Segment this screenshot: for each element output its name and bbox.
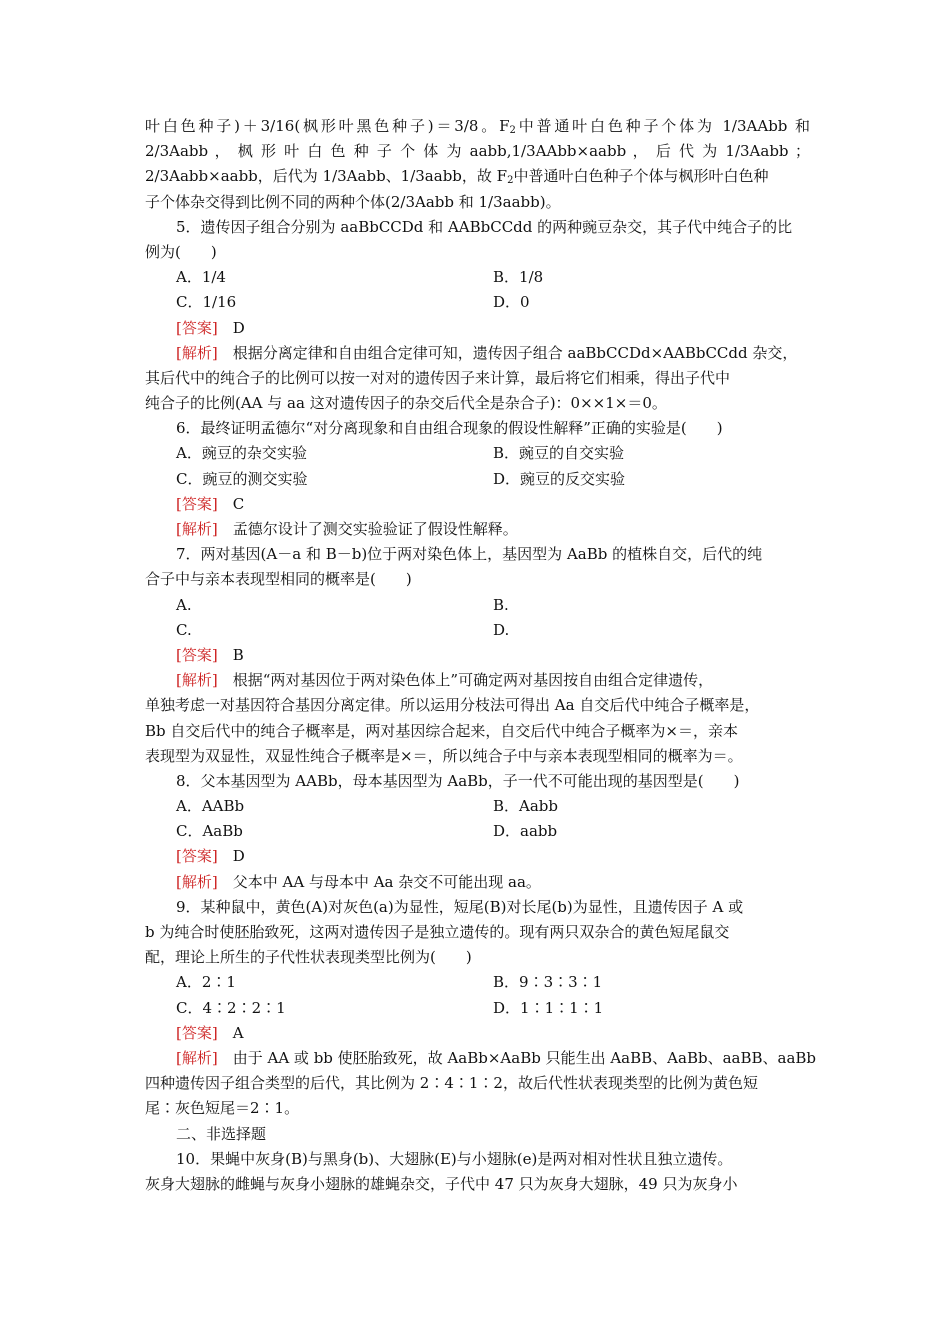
answer-tag: [答案] xyxy=(176,1023,218,1042)
answer-value: A xyxy=(232,1023,244,1042)
intro-text: 叶白色种子)＋3/16(枫形叶黑色种子)＝3/8。F xyxy=(145,117,510,135)
intro-text: 中普通叶白色种子个体为 1/3AAbb 和 xyxy=(515,117,810,135)
answer-value: B xyxy=(232,645,244,664)
document-page xyxy=(145,114,817,1197)
analysis-line: 纯合子的比例(AA 与 aa 这对遗传因子的杂交后代全是杂合子)：0××1×＝0。 xyxy=(145,394,667,413)
option-d: D．1∶1∶1∶1 xyxy=(493,998,604,1017)
question-stem: 例为( ) xyxy=(145,242,217,261)
intro-line-3 xyxy=(145,164,810,189)
answer-line xyxy=(145,492,810,517)
option-b: B．9∶3∶3∶1 xyxy=(493,973,603,992)
question-6 xyxy=(145,416,810,542)
option-c: C．4∶2∶2∶1 xyxy=(176,998,286,1017)
answer-line xyxy=(145,844,810,869)
option-a: A．1/4 xyxy=(176,268,226,287)
option-d: D．aabb xyxy=(493,822,558,841)
options-row xyxy=(145,265,810,290)
analysis-text: 根据“两对基因位于两对染色体上”可确定两对基因按自由组合定律遗传， xyxy=(232,671,714,690)
analysis-tag: [解析] xyxy=(176,343,218,362)
answer-tag: [答案] xyxy=(176,318,218,337)
analysis-tag: [解析] xyxy=(176,671,218,690)
analysis-text: 根据分离定律和自由组合定律可知，遗传因子组合 aaBbCCDd×AABbCCdd 杂交， xyxy=(232,343,798,362)
question-stem: 合子中与亲本表现型相同的概率是( ) xyxy=(145,570,412,589)
answer-line xyxy=(145,316,810,341)
analysis-text: 孟德尔设计了测交实验验证了假设性解释。 xyxy=(232,520,518,538)
section-heading: 二、非选择题 xyxy=(176,1124,267,1143)
option-a: A．AABb xyxy=(176,797,245,816)
analysis-line: 表现型为双显性，双显性纯合子概率是×＝，所以纯合子中与亲本表现型相同的概率为＝。 xyxy=(145,746,743,765)
options-row xyxy=(145,819,810,844)
question-stem: 配，理论上所生的子代性状表现类型比例为( ) xyxy=(145,948,472,967)
subscript: 2 xyxy=(507,175,514,187)
options-row xyxy=(145,618,810,643)
analysis-line: 单独考虑一对基因符合基因分离定律。所以运用分枝法可得出 Aa 自交后代中纯合子概率是， xyxy=(145,696,760,715)
analysis-line xyxy=(145,517,810,542)
option-d: D．豌豆的反交实验 xyxy=(493,469,626,488)
question-stem: 9．某种鼠中，黄色(A)对灰色(a)为显性，短尾(B)对长尾(b)为显性，且遗传因子 A 或 xyxy=(176,897,744,916)
question-stem: 7．两对基因(A－a 和 B－b)位于两对染色体上，基因型为 AaBb 的植株自交，后代的纯 xyxy=(176,545,763,564)
intro-line-2: 2/3Aabb ， 枫 形 叶 白 色 种 子 个 体 为 aabb,1/3AAbb×aabb ， 后 代 为 1/3Aabb ； xyxy=(145,142,810,161)
answer-line xyxy=(145,643,810,668)
analysis-text: 由于 AA 或 bb 使胚胎致死，故 AaBb×AaBb 只能生出 AaBB、AaBb、aaBB、aaBb xyxy=(232,1048,817,1067)
analysis-tag: [解析] xyxy=(176,872,218,891)
option-b: B. xyxy=(493,595,509,614)
option-b: B．豌豆的自交实验 xyxy=(493,444,625,463)
intro-text: 中普通叶白色种子个体与枫形叶白色种 xyxy=(513,167,769,186)
analysis-text: 父本中 AA 与母本中 Aa 杂交不可能出现 aa。 xyxy=(232,872,541,891)
option-c: C. xyxy=(176,620,192,639)
answer-value: C xyxy=(232,494,245,513)
question-stem: 灰身大翅脉的雌蝇与灰身小翅脉的雄蝇杂交，子代中 47 只为灰身大翅脉，49 只为灰身小 xyxy=(145,1174,738,1193)
option-c: C．1/16 xyxy=(176,293,237,312)
intro-line-4: 子个体杂交得到比例不同的两种个体(2/3Aabb 和 1/3aabb)。 xyxy=(145,192,561,211)
question-8 xyxy=(145,769,810,895)
answer-line xyxy=(145,1021,810,1046)
analysis-line: 其后代中的纯合子的比例可以按一对对的遗传因子来计算，最后将它们相乘，得出子代中 xyxy=(145,368,731,387)
analysis-line xyxy=(145,341,810,366)
option-c: C．AaBb xyxy=(176,822,243,841)
option-d: D．0 xyxy=(493,293,530,312)
analysis-line xyxy=(145,1046,817,1071)
analysis-line: 尾∶灰色短尾＝2∶1。 xyxy=(145,1099,300,1118)
option-a: A．2∶1 xyxy=(176,973,236,992)
analysis-line: 四种遗传因子组合类型的后代，其比例为 2∶4∶1∶2，故后代性状表现类型的比例为黄色短 xyxy=(145,1074,758,1093)
answer-value: D xyxy=(232,318,245,337)
subscript: 2 xyxy=(509,125,516,136)
analysis-line xyxy=(145,668,810,693)
option-d: D. xyxy=(493,620,510,639)
options-row xyxy=(145,593,810,618)
option-a: A．豌豆的杂交实验 xyxy=(176,444,307,463)
answer-tag: [答案] xyxy=(176,645,218,664)
options-row xyxy=(145,467,810,492)
option-a: A. xyxy=(176,595,192,614)
question-7 xyxy=(145,542,810,769)
option-c: C．豌豆的测交实验 xyxy=(176,469,308,488)
options-row xyxy=(145,290,810,315)
answer-tag: [答案] xyxy=(176,494,218,513)
question-stem: 6．最终证明孟德尔“对分离现象和自由组合现象的假设性解释”正确的实验是( ) xyxy=(176,419,723,438)
question-stem: b 为纯合时使胚胎致死，这两对遗传因子是独立遗传的。现有两只双杂合的黄色短尾鼠交 xyxy=(145,923,730,941)
question-stem: 5．遗传因子组合分别为 aaBbCCDd 和 AABbCCdd 的两种豌豆杂交，其子代中纯合子的比 xyxy=(176,217,793,236)
question-stem: 8．父本基因型为 AABb，母本基因型为 AaBb，子一代不可能出现的基因型是( ) xyxy=(176,771,740,790)
intro-line-1 xyxy=(145,114,810,139)
analysis-tag: [解析] xyxy=(176,520,218,538)
analysis-line: Bb 自交后代中的纯合子概率是，两对基因综合起来，自交后代中纯合子概率为×＝，亲本 xyxy=(145,721,738,740)
intro-text: 2/3Aabb×aabb，后代为 1/3Aabb、1/3aabb，故 F xyxy=(145,167,508,186)
options-row xyxy=(145,996,810,1021)
answer-value: D xyxy=(232,847,245,866)
question-5 xyxy=(145,215,810,417)
question-10 xyxy=(145,1147,810,1197)
answer-tag: [答案] xyxy=(176,847,218,866)
option-b: B．1/8 xyxy=(493,268,544,287)
question-stem: 10．果蝇中灰身(B)与黑身(b)、大翅脉(E)与小翅脉(e)是两对相对性状且独立遗传。 xyxy=(176,1149,733,1168)
options-row xyxy=(145,794,810,819)
options-row xyxy=(145,441,810,466)
analysis-line xyxy=(145,870,810,895)
analysis-tag: [解析] xyxy=(176,1048,218,1067)
options-row xyxy=(145,970,810,995)
question-9 xyxy=(145,895,817,1122)
option-b: B．Aabb xyxy=(493,797,559,816)
